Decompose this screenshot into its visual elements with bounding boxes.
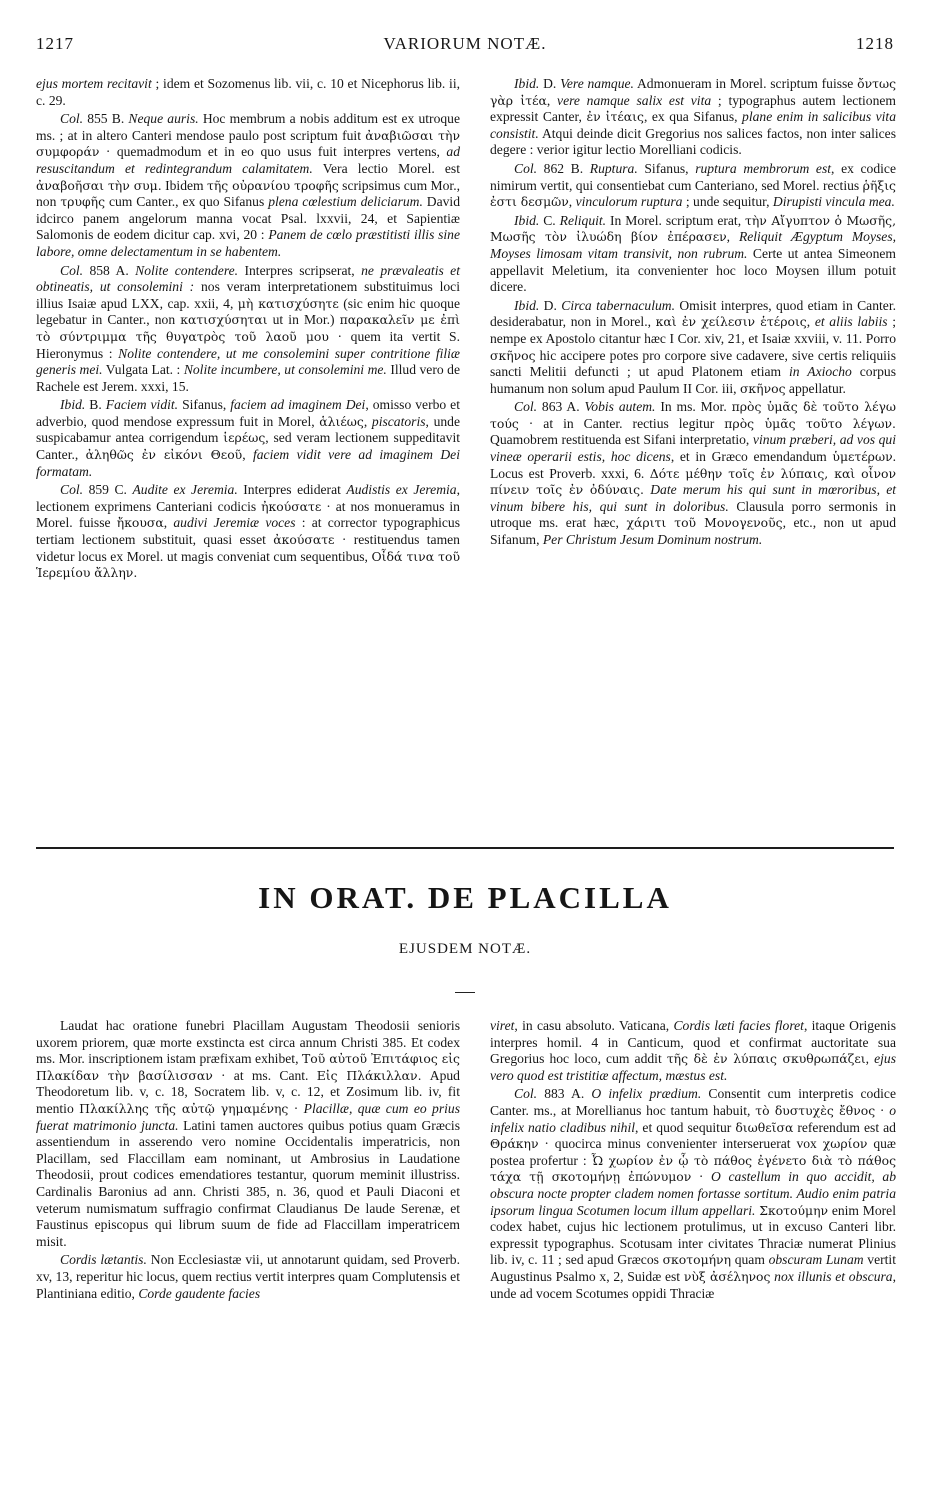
italic-run: ruptura membrorum est	[695, 160, 832, 176]
text-run: Laudat hac oratione funebri Placillam Augustam Theodosii senioris uxorem priorem, quæ morte exstincta est circa annum Christi 385. Et codex ms. Mor. inscriptionem istam præfixam exhibet,	[36, 1018, 460, 1067]
italic-run: ejus mortem recitavit	[36, 76, 152, 91]
text-run: , unde ad vocem Scotumes oppidi Thraciæ	[490, 1268, 896, 1301]
italic-run: Cordis lætantis.	[60, 1252, 147, 1268]
italic-run: audivi Jeremiæ voces	[173, 515, 296, 531]
text-run: Interpres ediderat	[237, 482, 347, 498]
text-run: D.	[539, 76, 561, 91]
text-run: quæ postea profertur :	[490, 1136, 896, 1168]
bottom-left-column	[36, 1018, 460, 1302]
greek-run: ἐν ἰτέαις	[586, 109, 644, 125]
note-paragraph	[36, 1018, 460, 1250]
greek-run: τρυφῆς	[60, 194, 106, 210]
text-run: 859 C.	[83, 482, 133, 498]
greek-run: ἀκούσατε	[273, 532, 335, 548]
text-run: 855 B.	[83, 111, 129, 127]
text-run: 862 B.	[537, 160, 590, 176]
greek-run: Οἶδά τινα τοῦ Ἱερεμίου ἄλλην.	[36, 548, 461, 581]
italic-run: Vere namque.	[560, 76, 634, 91]
text-run: , sed veram lectionem suppeditavit Canter.,	[36, 430, 461, 463]
text-run: quam	[731, 1252, 769, 1268]
greek-run: κατισχύσηται	[180, 312, 268, 328]
italic-run: Col.	[514, 160, 538, 176]
page-number-right: 1218	[856, 34, 894, 53]
text-run: C.	[539, 212, 560, 228]
text-run: Clausula porro sermonis in utroque ms. erat hæc,	[490, 498, 896, 531]
text-run: ,	[865, 1051, 875, 1067]
greek-run: Δότε μέθην τοῖς ἐν λύπαις, καὶ οἶνον πίνειν τοῖς ἐν ὀδύναις.	[490, 465, 896, 498]
text-run: ,	[546, 92, 558, 108]
text-run: ; typographus autem lectionem expressit Canter,	[490, 92, 897, 125]
greek-run: σκῆνος	[739, 380, 786, 396]
text-run: 858 A.	[83, 262, 136, 278]
text-run: , ex codice nimirum vertit, qui consentiebat cum Canteriano, sed Morel. rectius	[490, 160, 896, 193]
note-paragraph	[36, 1252, 460, 1302]
italic-run: Per Christum Jesum Dominum nostrum.	[542, 532, 763, 548]
greek-run: τὸ δυστυχὲς ἔθνος	[755, 1102, 876, 1118]
note-paragraph	[36, 482, 460, 582]
italic-run: Col.	[60, 482, 84, 498]
italic-run: ejus vero quod est tristitiæ affectum, mæstus est.	[490, 1051, 896, 1083]
text-run: . Locus est Proverb. xxxi, 6.	[490, 449, 897, 481]
italic-run: o infelix natio cladibus nihil	[490, 1102, 897, 1135]
greek-run: νὺξ ἀσέληνος	[683, 1268, 771, 1284]
italic-run: Neque auris.	[128, 111, 199, 127]
top-left-column	[36, 76, 460, 582]
text-run: Vulgata Lat. :	[102, 362, 184, 378]
text-run: Ibidem	[161, 177, 207, 193]
italic-run: Nolite incumbere, ut consolemini me.	[183, 362, 387, 378]
text-run: , ex qua Sifanus,	[643, 109, 743, 125]
italic-run: Audite ex Jeremia.	[132, 482, 238, 498]
italic-run: Reliquit Ægyptum Moyses, Moyses limosam vitam transivit, non rubrum.	[490, 229, 897, 261]
greek-run: ἠκούσατε	[261, 498, 322, 514]
text-run: ,	[242, 447, 253, 463]
text-run: Certe ut antea Simeonem appellavit Meletium, ita convenienter hoc loco Moysen illum potuit dicere.	[490, 245, 896, 295]
greek-run: πρὸς ὑμᾶς δὲ τοῦτο λέγω τούς	[490, 399, 896, 431]
text-run: In ms. Mor.	[655, 399, 732, 415]
italic-run: nox illunis et obscura	[774, 1268, 893, 1284]
running-title: VARIORUM NOTÆ.	[383, 34, 547, 53]
greek-run: πρὸς ὑμᾶς τοῦτο λέγων.	[724, 415, 896, 431]
italic-run: et aliis labiis	[814, 314, 888, 330]
text-run: · quocirca minus convenienter interseruerat vox	[538, 1136, 823, 1152]
text-run: Quamobrem restituenda est Sifani interpretatio,	[490, 432, 753, 448]
text-run: ,	[726, 229, 739, 245]
running-header	[36, 34, 894, 56]
italic-run: obscuram Lunam	[768, 1252, 864, 1268]
text-run: ·	[691, 1169, 712, 1185]
italic-run: O infelix prædium.	[591, 1086, 702, 1102]
text-run: Atqui deinde dicit Gregorius nos salices factos, non inter salices degere : verior igitur lectio Morelliani codicis.	[490, 125, 896, 158]
greek-run: ὑμετέρων	[832, 449, 893, 465]
text-run: Apud Theodoretum lib. v, c. 18, Socratem lib. v, c. 12, et Zosimum lib. iv, fit mentio	[36, 1067, 460, 1116]
greek-run: διωθεῖσα	[735, 1119, 794, 1135]
text-run: , unde suspicabamur antea corrigendum	[36, 413, 460, 446]
greek-run: Πλακίλλης τῆς αὐτῷ γημαμένης	[79, 1100, 289, 1116]
text-run: ,	[806, 314, 815, 330]
text-run: corpus humanum non solum apud Paulum II Cor. iii,	[490, 364, 897, 396]
greek-run: τῆς δὲ ἐν λύπαις σκυθρωπάζει	[666, 1051, 866, 1067]
italic-run: Corde gaudente facies	[138, 1285, 261, 1301]
text-run: : at corrector typographicus tertiam lectionem substituit, quasi esset	[36, 515, 461, 548]
text-run: Consentit cum interpretis codice Canter. ms., at Morellianus hoc tantum habuit,	[490, 1086, 896, 1118]
greek-run: χωρίον	[822, 1136, 868, 1152]
note-paragraph	[36, 397, 460, 480]
text-run: ,	[163, 515, 174, 531]
greek-run: Θράκην	[490, 1136, 539, 1152]
italic-run: Dirupisti vincula mea.	[772, 194, 895, 210]
text-run: Sifanus,	[637, 160, 696, 176]
section-title: IN ORAT. DE PLACILLA	[258, 880, 672, 915]
italic-run: ne prævaleatis et obtineatis, ut consolemini :	[36, 262, 460, 295]
text-run: Illud vero de Rachele est Jerem. xxxi, 15.	[36, 362, 460, 394]
italic-run: Reliquit.	[559, 212, 607, 228]
italic-run: Ibid.	[514, 76, 540, 91]
text-run: Admonueram in Morel. scriptum fuisse	[633, 76, 858, 91]
text-run: Omisit interpres, quod etiam in Canter. desiderabatur, non in Morel.,	[490, 297, 896, 330]
text-run: · at nos monueramus in Morel. fuisse	[36, 498, 460, 531]
text-run: Non Ecclesiastæ vii, ut annotarunt quidam, sed Proverb. xv, 13, reperitur hic locus, quem rectius vertit interpres quam Complutensis et Plantiniana editio,	[36, 1252, 460, 1301]
italic-run: plena cœlestium deliciarum.	[268, 194, 423, 210]
section-divider	[36, 847, 894, 849]
italic-run: Nolite contendere.	[135, 262, 239, 278]
title-dash	[455, 992, 475, 993]
greek-run: μὴ κατισχύσητε	[237, 295, 339, 311]
note-paragraph	[490, 76, 896, 159]
italic-run: Ibid.	[514, 297, 540, 313]
greek-run: καὶ ἐν χείλεσιν ἑτέροις	[655, 314, 807, 330]
italic-run: vinum præberi, ad vos qui vineæ operarii estis, hoc dicens	[490, 432, 896, 465]
italic-run: Vobis autem.	[584, 399, 656, 415]
note-paragraph	[36, 111, 460, 260]
italic-run: Nolite contendere, ut me consolemini super contritione filiæ generis mei.	[36, 345, 460, 378]
italic-run: faciem ad imaginem Dei	[230, 397, 366, 413]
text-run: ; idem et Sozomenus lib. vii, c. 10 et Nicephorus lib. ii, c. 29.	[36, 76, 460, 108]
greek-run: Ὦ χωρίον ἐν ᾧ τὸ πάθος ἐγένετο διὰ τὸ πάθος τάχα τῇ σκοτομήνῃ ἐπώνυμον	[490, 1152, 897, 1185]
italic-run: Ruptura.	[589, 160, 638, 176]
greek-run: Τοῦ αὐτοῦ Ἐπιτάφιος εἰς Πλακίδαν τὴν βασίλισσαν	[36, 1051, 460, 1083]
text-run: · quemadmodum et in eo quo usus fuit interpres vertens,	[99, 144, 447, 160]
italic-run: piscatoris	[371, 413, 426, 429]
text-run: · at in Canter. rectius legitur	[518, 415, 725, 431]
text-run: , etc., non ut apud Sifanum,	[490, 515, 896, 548]
greek-run: Εἰς Πλάκιλλαν.	[316, 1067, 422, 1083]
greek-run: ὄντως γὰρ ἰτέα	[490, 76, 897, 108]
note-paragraph	[36, 263, 460, 396]
text-run: ·	[875, 1102, 890, 1118]
bottom-right-column	[490, 1018, 896, 1302]
note-paragraph	[490, 399, 896, 548]
text-run: , in casu absoluto. Vaticana,	[514, 1018, 674, 1033]
note-paragraph	[490, 1086, 896, 1302]
text-run: ·	[288, 1100, 304, 1116]
text-run: enim Morel codex habet, cujus hic lectionem protulimus, ut in excuso Canteri libr. expressit typographus. Scotusam inter civitates Thraciæ numerat Plinius lib. iv, c. 11 ; sed apud Græcos	[490, 1202, 896, 1268]
greek-run: ἁλιέως	[319, 413, 364, 429]
italic-run: O castellum in quo accidit, ab obscura nocte propter cladem nomen fortasse sortitum. Audio enim patria ipsorum lingua Scotumen locum illum appellari.	[490, 1169, 897, 1218]
greek-run: σκοτομήνη	[662, 1252, 732, 1268]
italic-run: Cordis læti facies floret	[673, 1018, 804, 1033]
text-run: Vera lectio Morel. est	[312, 160, 461, 176]
text-run: appellatur.	[785, 380, 846, 396]
text-run: · quem ita vertit S. Hieronymus :	[36, 328, 460, 361]
greek-run: Σκοτούμην	[759, 1202, 829, 1218]
text-run: · restituendus tamen videtur locus ex Morel. ut magis conveniat cum sequentibus,	[36, 532, 460, 564]
note-paragraph	[490, 298, 896, 398]
text-run: nos veram interpretationem substituimus loci illius Isaiæ apud LXX, cap. xxii, 4,	[36, 279, 460, 311]
greek-run: ἱερέως	[223, 430, 266, 446]
text-run: hic accipere potes pro corpore sive cadavere, sive certis reliquiis sancti Melitii defuncti ; ut apud Platonem etiam	[490, 347, 896, 380]
greek-run: ῥῆξις ἐστι δεσμῶν	[490, 177, 896, 210]
text-run: ,	[363, 413, 372, 429]
italic-run: Col.	[514, 1086, 538, 1102]
text-run: , lectionem exprimens Canteriani codicis	[36, 482, 461, 514]
text-run: Hoc membrum a nobis additum est ex utroque ms. ; at in altero Canteri mendose paulo post scriptum fuit	[36, 111, 460, 143]
text-run: cum Canter., ex quo Sifanus	[105, 194, 269, 210]
greek-run: σκῆνος	[490, 347, 536, 363]
greek-run: ἀληθῶς ἐν εἰκόνι Θεοῦ	[85, 447, 243, 463]
italic-run: Placillæ, quæ cum eo prius fuerat matrimonio juncta.	[36, 1100, 461, 1133]
italic-run: Col.	[60, 111, 84, 127]
text-run: ; unde sequitur,	[682, 194, 773, 210]
greek-run: τῆς οὐρανίου τροφῆς	[207, 177, 339, 193]
text-run: B.	[85, 397, 106, 413]
text-run: referendum est ad	[793, 1119, 896, 1135]
greek-run: τὴν Αἴγυπτον ὁ Μωσῆς, Μωσῆς τὸν ἰλυώδη βίον ἐπέρασεν	[490, 212, 897, 245]
text-run: In Morel. scriptum erat,	[606, 212, 746, 228]
note-paragraph	[36, 76, 460, 109]
text-run: Interpres scripserat,	[238, 262, 362, 278]
text-run: vertit Augustinus Psalmo x, 2, Suidæ est	[490, 1252, 896, 1284]
text-run: , itaque Origenis interpres homil. 4 in Canticum, quod et confirmat auctoritate sua Gregorius hoc loco, cum addit	[490, 1018, 896, 1067]
page-number-left: 1217	[36, 34, 74, 53]
italic-run: Circa tabernaculum.	[561, 297, 675, 313]
italic-run: vere namque salix est vita	[557, 92, 712, 108]
text-run: Sifanus,	[178, 397, 231, 413]
italic-run: Date merum his qui sunt in mœroribus, et vinum bibere his, qui sunt in doloribus.	[490, 482, 896, 514]
text-run: , omisso verbo et adverbio, quod mendose expressum fuit in Morel,	[36, 397, 460, 429]
text-run: scripsimus cum Mor., non	[36, 177, 461, 210]
text-run: D.	[539, 297, 562, 313]
greek-run: ἀναβιῶσαι τὴν συμφοράν	[36, 127, 460, 160]
text-run: David idcirco panem angelorum manna vocat Psal. lxxvii, 24, et Sapientiæ Salomonis de eodem dicitur cap. xvi, 20 :	[36, 194, 461, 243]
italic-run: in Axiocho	[789, 364, 852, 380]
italic-run: Col.	[60, 262, 84, 278]
text-run: ,	[568, 194, 576, 210]
greek-run: ἀναβοῆσαι τὴν συμ.	[36, 177, 162, 193]
text-run: 883 A.	[537, 1086, 592, 1102]
text-run: ut in Mor.)	[267, 312, 340, 328]
italic-run: Faciem vidit.	[105, 397, 179, 413]
italic-run: vinculorum ruptura	[575, 194, 683, 210]
greek-run: ἤκουσα	[116, 515, 164, 531]
italic-run: Ibid.	[60, 397, 86, 413]
section-subtitle: EJUSDEM NOTÆ.	[398, 941, 532, 957]
greek-run: χάριτι τοῦ Μονογενοῦς	[626, 515, 783, 531]
greek-run: παρακαλεῖν με ἐπὶ τὸ σύντριμμα τῆς θυγατρὸς τοῦ λαοῦ μου	[36, 312, 460, 344]
italic-run: faciem vidit vere ad imaginem Dei formatam.	[36, 447, 460, 479]
italic-run: plane enim in salicibus vita consistit.	[490, 109, 896, 141]
note-paragraph	[490, 1018, 896, 1084]
italic-run: ad resuscitandum et redintegrandum calamitatem.	[36, 144, 460, 176]
text-run: Latini tamen auctores quibus potius quam Græcis assentiendum in asserendo vero nomine Occidentalis imperatricis, non Placillam, sed Flaccillam eam nominant, ut Ambrosius in Laudatione Theodosii, prout codices emendatiores testantur, quorum meminit illustriss. Cardinalis Baronius ad ann. Christi 385, n. 36, quod et Pauli Diaconi et veterum numismatum suffragio confirmat Claudianus De laude Serenæ, et Faustinus episcopus qui librum suum de fide ad Flaccillam imperatricem misit.	[36, 1117, 460, 1249]
italic-run: Panem de cœlo præstitisti illis sine labore, omne delectamentum in se habentem.	[36, 227, 460, 259]
note-paragraph	[490, 213, 896, 296]
note-paragraph	[490, 161, 896, 211]
italic-run: Audistis ex Jeremia	[346, 482, 457, 498]
text-run: · at ms. Cant.	[212, 1067, 317, 1083]
italic-run: viret	[490, 1018, 515, 1033]
top-right-column	[490, 76, 896, 549]
text-run: , et quod sequitur	[635, 1119, 736, 1135]
text-run: , et in Græco emendandum	[670, 449, 833, 465]
text-run: ; nempe ex Apostolo citantur hæc I Cor. xiv, 21, et Isaiæ xxviii, v. 11. Porro	[490, 314, 896, 346]
italic-run: Ibid.	[514, 212, 540, 228]
text-run: 863 A.	[537, 399, 585, 415]
text-run: (sic enim hic quoque legebatur in Canter., non	[36, 295, 460, 328]
italic-run: Col.	[514, 399, 538, 415]
